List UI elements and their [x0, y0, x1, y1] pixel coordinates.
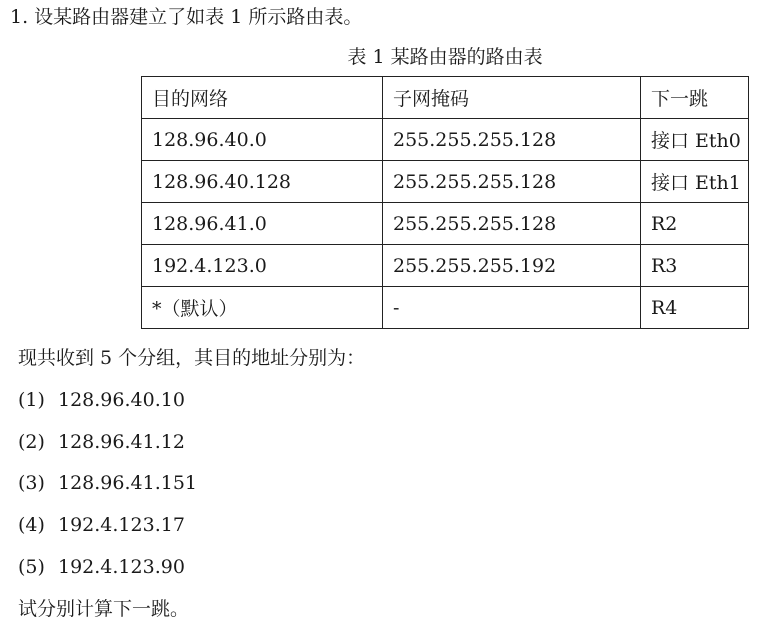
packet-item	[18, 387, 185, 413]
packet-address: 192.4.123.90	[58, 556, 185, 578]
cell-destination: *（默认）	[142, 287, 383, 329]
cell-next-hop: 接口 Eth1	[641, 161, 749, 203]
table-row	[142, 119, 749, 161]
cell-destination: 128.96.40.0	[142, 119, 383, 161]
cell-mask: 255.255.255.128	[383, 203, 641, 245]
cell-mask: 255.255.255.192	[383, 245, 641, 287]
packet-item	[18, 429, 185, 455]
packet-address: 192.4.123.17	[58, 514, 185, 536]
packet-address: 128.96.41.151	[58, 472, 198, 494]
packet-label: (2)	[18, 431, 45, 453]
table-row	[142, 161, 749, 203]
packet-item	[18, 554, 185, 580]
cell-next-hop: R4	[641, 287, 749, 329]
packet-label: (1)	[18, 389, 45, 411]
table-caption: 表 1 某路由器的路由表	[347, 46, 543, 68]
packet-label: (3)	[18, 472, 45, 494]
packet-item	[18, 512, 185, 538]
routing-table	[141, 76, 749, 329]
question-task: 试分别计算下一跳。	[18, 598, 190, 620]
cell-destination: 128.96.41.0	[142, 203, 383, 245]
table-header-row	[142, 77, 749, 119]
cell-mask: 255.255.255.128	[383, 119, 641, 161]
cell-next-hop: R3	[641, 245, 749, 287]
header-next-hop: 下一跳	[641, 77, 749, 119]
table-row	[142, 245, 749, 287]
table-row	[142, 287, 749, 329]
cell-next-hop: 接口 Eth0	[641, 119, 749, 161]
cell-next-hop: R2	[641, 203, 749, 245]
packet-address: 128.96.40.10	[58, 389, 185, 411]
header-subnet-mask: 子网掩码	[383, 77, 641, 119]
packets-intro: 现共收到 5 个分组，其目的地址分别为：	[18, 347, 366, 369]
cell-mask: 255.255.255.128	[383, 161, 641, 203]
cell-destination: 128.96.40.128	[142, 161, 383, 203]
question-intro: 1. 设某路由器建立了如表 1 所示路由表。	[10, 6, 363, 28]
packet-label: (5)	[18, 556, 45, 578]
packet-label: (4)	[18, 514, 45, 536]
cell-destination: 192.4.123.0	[142, 245, 383, 287]
header-destination-network: 目的网络	[142, 77, 383, 119]
table-row	[142, 203, 749, 245]
cell-mask: -	[383, 287, 641, 329]
packet-address: 128.96.41.12	[58, 431, 185, 453]
packet-item	[18, 470, 197, 496]
